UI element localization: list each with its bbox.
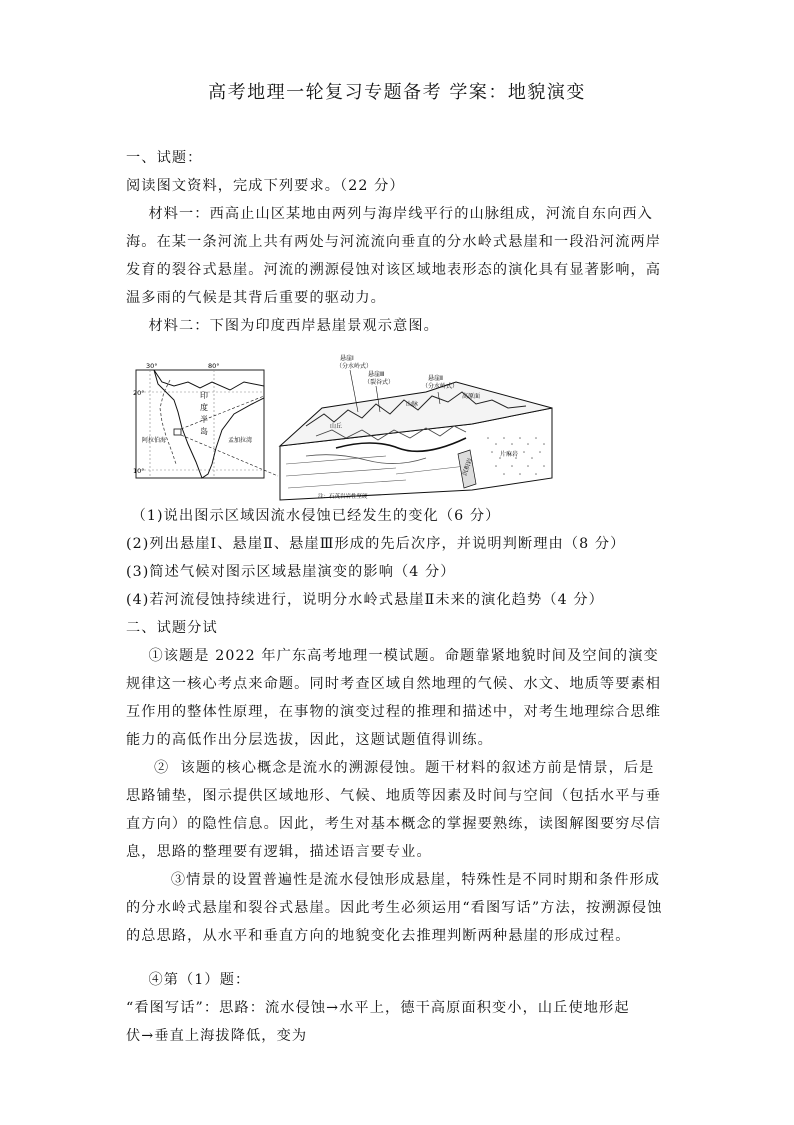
figure-note: 注：石英岩岩性坚硬 (318, 494, 368, 500)
peninsula-label: 度 (200, 403, 208, 412)
analysis-para-4-line-1: “看图写话”：思路：流水侵蚀→水平上，德干高原面积变小，山丘使地形起 (126, 1000, 630, 1016)
cliff-3-type: （裂谷式） (364, 379, 395, 386)
location-map-frame (136, 370, 264, 478)
study-area-box (174, 429, 181, 435)
material-two-line: 材料二：下图为印度西岸悬崖景观示意图。 (126, 318, 439, 334)
question-4: (4)若河流侵蚀持续进行，说明分水岭式悬崖Ⅱ未来的演化趋势（4 分） (126, 592, 604, 608)
analysis-para-4-line-2: 伏→垂直上海拔降低，变为 (126, 1028, 308, 1044)
analysis-para-3-line-1: ③情景的设置普遍性是流水侵蚀形成悬崖，特殊性是不同时期和条件形成 (126, 872, 661, 888)
plateau-label: 高原面 (462, 393, 481, 400)
gneiss-label: 片麻岩 (500, 451, 519, 458)
cliff-3-label: 悬崖Ⅲ (368, 371, 385, 378)
mountain-ridge-label: 山脉 (406, 401, 419, 408)
material-one-line-3: 发育的裂谷式悬崖。河流的溯源侵蚀对该区域地表形态的演化具有显著影响，高 (126, 262, 662, 278)
question-1: （1)说出图示区域因流水侵蚀已经发生的变化（6 分） (126, 508, 501, 524)
section-heading-questions: 一、试题： (126, 150, 203, 166)
page-title: 高考地理一轮复习专题备考 学案：地貌演变 (208, 82, 586, 103)
bay-of-bengal-label: 孟加拉湾 (228, 437, 253, 444)
instruction-line: 阅读图文资料，完成下列要求。（22 分） (126, 178, 405, 194)
analysis-para-1-line-1: ①该题是 2022 年广东高考地理一模试题。命题靠紧地貌时间及空间的演变 (126, 648, 659, 664)
analysis-para-2-line-3: 直方向）的隐性信息。因此，考生对基本概念的掌握要熟练，读图解图要穷尽信 (126, 816, 662, 832)
section-heading-analysis: 二、试题分试 (126, 620, 218, 636)
analysis-para-4-heading: ④第（1）题： (126, 972, 251, 988)
analysis-para-3-line-3: 的总思路，从水平和垂直方向的地貌变化去推理判断两种悬崖的形成过程。 (126, 928, 631, 944)
material-one-line-4: 温多雨的气候是其背后重要的驱动力。 (126, 290, 386, 306)
cliff-1-label: 悬崖Ⅰ (340, 355, 354, 362)
peninsula-label: 岛 (200, 427, 208, 436)
cliff-2-type: （分水岭式） (422, 383, 459, 390)
material-one-line-2: 海。在某一条河流上共有两处与河流流向垂直的分水岭式悬崖和一段沿河流两岸 (126, 234, 662, 250)
lon-label: 30° (146, 362, 158, 370)
lat-label: 10° (133, 467, 145, 475)
question-2: (2)列出悬崖Ⅰ、悬崖Ⅱ、悬崖Ⅲ形成的先后次序，并说明判断理由（8 分） (126, 536, 626, 552)
analysis-para-2-line-1: ② 该题的核心概念是流水的溯源侵蚀。题干材料的叙述方前是情景，后是 (126, 760, 655, 776)
analysis-para-2-line-2: 思路铺垫，图示提供区域地形、气候、地质等因素及时间与空间（包括水平与垂 (126, 788, 662, 804)
cliff-landscape-figure (133, 352, 560, 500)
peninsula-label: 半 (200, 415, 208, 424)
hill-label: 山丘 (330, 423, 343, 430)
analysis-para-1-line-4: 能力的高低作出分层选拔，因此，这题试题值得训练。 (126, 732, 493, 748)
question-3: (3)简述气候对图示区域悬崖演变的影响（4 分） (126, 564, 456, 580)
analysis-para-1-line-3: 互作用的整体性原理，在事物的演变过程的推理和描述中，对考生地理综合思维 (126, 704, 662, 720)
lon-label: 80° (208, 362, 220, 370)
material-one-line-1: 材料一：西高止山区某地由两列与海岸线平行的山脉组成，河流自东向西入 (126, 206, 653, 222)
arabian-sea-label: 阿拉伯海 (142, 437, 167, 444)
analysis-para-2-line-4: 息，思路的整理要有逻辑，描述语言要专业。 (126, 844, 432, 860)
analysis-para-1-line-2: 规律这一核心考点来命题。同时考查区域自然地理的气候、水文、地质等要素相 (126, 676, 662, 692)
peninsula-label: 印 (200, 391, 208, 400)
cliff-1-type: （分水岭式） (336, 363, 373, 370)
sedimentary-rock-label: 沉积岩 (461, 457, 475, 477)
analysis-para-3-line-2: 的分水岭式悬崖和裂谷式悬崖。因此考生必须运用“看图写话”方法，按溯源侵蚀 (126, 900, 663, 916)
figure-svg (133, 352, 560, 500)
lat-label: 20° (133, 389, 145, 397)
cliff-2-label: 悬崖Ⅱ (428, 375, 443, 382)
